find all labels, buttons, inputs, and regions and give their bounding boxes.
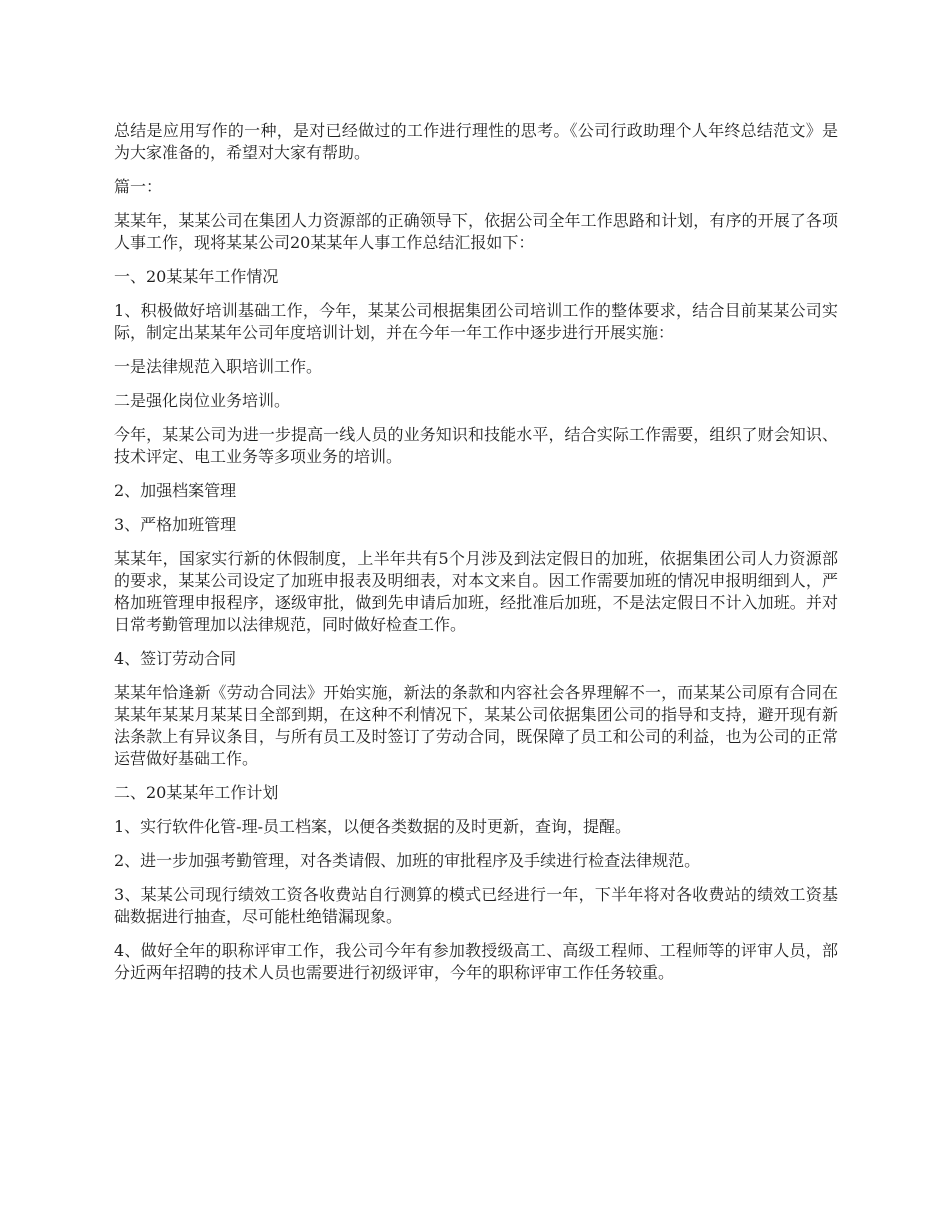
document-page	[114, 120, 838, 996]
item-overtime-management: 3、严格加班管理	[114, 515, 237, 534]
summary-opening-paragraph: 某某年，某某公司在集团人力资源部的正确领导下，依据公司全年工作思路和计划，有序的开展了各项人事工作，现将某某公司20某某年人事工作总结汇报如下：	[114, 211, 838, 252]
plan-item-performance-pay: 3、某某公司现行绩效工资各收费站自行测算的模式已经进行一年，下半年将对各收费站的绩效工资基础数据进行抽查，尽可能杜绝错漏现象。	[114, 885, 838, 926]
intro-paragraph: 总结是应用写作的一种，是对已经做过的工作进行理性的思考。《公司行政助理个人年终总结范文》是为大家准备的，希望对大家有帮助。	[114, 121, 838, 162]
heading-work-plan: 二、20某某年工作计划	[114, 783, 279, 802]
paragraph-overtime-details: 某某年，国家实行新的休假制度，上半年共有5个月涉及到法定假日的加班，依据集团公司人力资源部的要求，某某公司设定了加班申报表及明细表，对本文来自。因工作需要加班的情况申报明细到人，严格加班管理申报程序，逐级审批，做到先申请后加班，经批准后加班，不是法定假日不计入加班。并对日常考勤管理加以法律规范，同时做好检查工作。	[114, 549, 838, 634]
item-archive-management: 2、加强档案管理	[114, 481, 237, 500]
paragraph-labor-contract-details: 某某年恰逢新《劳动合同法》开始实施，新法的条款和内容社会各界理解不一，而某某公司原有合同在某某年某某月某某日全部到期，在这种不利情况下，某某公司依据集团公司的指导和支持，避开现有新法条款上有异议条目，与所有员工及时签订了劳动合同，既保障了员工和公司的利益，也为公司的正常运营做好基础工作。	[114, 683, 838, 768]
plan-item-software-archives: 1、实行软件化管-理-员工档案，以便各类数据的及时更新，查询，提醒。	[114, 817, 631, 836]
paragraph-training-details: 今年，某某公司为进一步提高一线人员的业务知识和技能水平，结合实际工作需要，组织了财会知识、技术评定、电工业务等多项业务的培训。	[114, 425, 838, 466]
item-training-basics: 1、积极做好培训基础工作，今年，某某公司根据集团公司培训工作的整体要求，结合目前某某公司实际，制定出某某年公司年度培训计划，并在今年一年工作中逐步进行开展实施：	[114, 301, 838, 342]
section-label-part-one: 篇一：	[114, 177, 163, 196]
heading-work-status: 一、20某某年工作情况	[114, 267, 279, 286]
item-job-skills-training: 二是强化岗位业务培训。	[114, 391, 291, 410]
plan-item-attendance: 2、进一步加强考勤管理，对各类请假、加班的审批程序及手续进行检查法律规范。	[114, 851, 701, 870]
item-legal-onboarding-training: 一是法律规范入职培训工作。	[114, 357, 323, 376]
plan-item-title-review: 4、做好全年的职称评审工作，我公司今年有参加教授级高工、高级工程师、工程师等的评审人员，部分近两年招聘的技术人员也需要进行初级评审，今年的职称评审工作任务较重。	[114, 941, 838, 982]
item-labor-contracts: 4、签订劳动合同	[114, 649, 237, 668]
